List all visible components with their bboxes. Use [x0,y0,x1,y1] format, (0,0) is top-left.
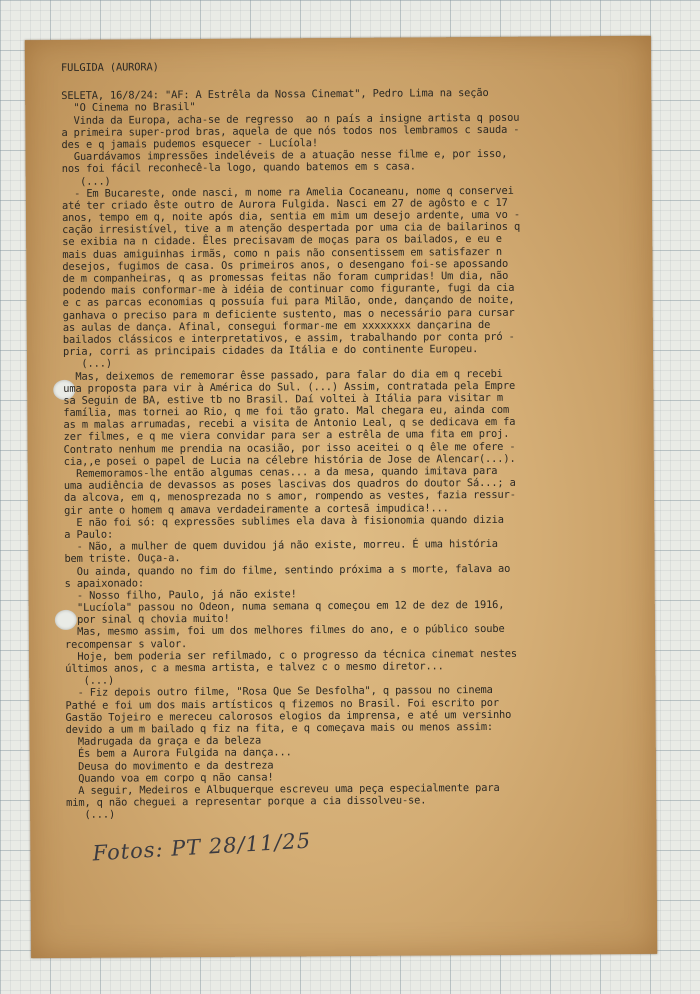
document-line: (...) [65,674,115,688]
document-line: És bem a Aurora Fulgida na dança... [65,746,292,761]
document-line: bem triste. Ouça-a. [64,552,181,566]
document-line: ganhava o preciso para m deficiente sustento, mas o necessário para cursar [62,306,515,322]
document-line: s apaixonado: [64,577,145,590]
document-line: se exibia na n cidade. Êles precisavam de moças para os bailados, e eu e [62,233,502,249]
document-line: cia,,e posei o papel de Lucia na célebre história de Jose de Alencar(...). [63,452,516,468]
document-line: Rememoramos-lhe então algumas cenas... a da mesa, quando imitava para [63,464,498,480]
document-line: (...) [66,808,116,822]
document-line: Mas, deixemos de rememorar êsse passado, para falar do dia em q recebi [63,367,503,383]
document-line: família, mas tornei ao Rio, q me foi tão grato. Mal chegara eu, ainda com [63,403,510,419]
document-line: - Em Bucareste, onde nasci, m nome ra Amelia Cocaneanu, nome q conservei [61,184,514,200]
document-line: até ter criado êste outro de Aurora Fulgida. Nasci em 27 de agôsto e c 17 [61,196,508,212]
document-line: "Lucíola" passou no Odeon, numa semana q começou em 12 de dez de 1916, [64,598,505,614]
document-line: (...) [61,175,111,188]
document-line: Madrugada da graça e da beleza [65,734,262,749]
document-line: Gastão Tojeiro e mereceu calorosos elogios da imprensa, e até um versinho [65,708,512,724]
document-line: nos foi fácil reconhecê-la logo, quando batemos em s casa. [61,160,416,176]
document-line: - Fiz depois outro filme, "Rosa Que Se Desfolha", q passou no cinema [65,684,493,700]
document-line: pria, corri as principais cidades da Itália e do continente Europeu. [62,343,479,359]
document-body [61,86,646,821]
document-line: zer filmes, e q me viera convidar para ser a estrêla de uma fita em proj. [63,428,510,444]
document-header: FULGIDA (AURORA) [60,61,159,74]
document-line: (...) [63,357,112,371]
document-line: a primeira super-prod bras, aquela de que nós todos nos lembramos c sauda - [61,123,520,139]
document-line: bailados clássicos e interpretativos, e assim, trabalhando por conta pró - [62,330,515,346]
document-line: Deusa do movimento e da destreza [65,758,274,773]
document-line: E não foi só: q expressões sublimes ela dava à fisionomia quando dizia [64,513,504,529]
document-line: SELETA, 16/8/24: "AF: A Estrêla da Nossa Cinemat", Pedro Lima na seção [61,87,489,103]
document-line: da alcova, em q, menosprezada no s amor, rompendo as vestes, fazia ressur- [63,489,516,505]
document-line: Quando voa em corpo q não cansa! [65,771,274,785]
document-line: A seguir, Medeiros e Albuquerque escreveu uma peça especialmente para [66,781,500,797]
document-line: a Paulo: [64,528,114,541]
document-line: desejos, fugimos de casa. Os primeiros anos, o desengano foi-se apossando [62,257,509,273]
handwritten-note: Fotos: PT 28/11/25 [91,828,312,866]
document-line: Guardávamos impressões indeléveis de a atuação nesse filme e, por isso, [61,147,508,164]
document-line: Vinda da Europa, acha-se de regresso ao n país a insigne artista q posou [61,111,520,127]
document-line: des e q jamais pudemos esquecer - Lucíola! [61,137,319,151]
document-line: gir ante o homem q amava verdadeiramente a cortesã impudica!... [64,501,449,517]
document-line: - Não, a mulher de quem duvidou já não existe, morreu. É uma história [64,538,498,554]
document-line: Pathé e foi um dos mais artísticos q fizemos no Brasil. Foi escrito por [65,696,499,712]
document-line: mim, q não cheguei a representar porque a cia dissolveu-se. [66,794,427,809]
document-line: sa Seguin de BA, estive tb no Brasil. Daí voltei à Itália para visitar m [63,391,503,407]
document-line: por sinal q chovia muito! [64,613,230,627]
typed-document-page [25,36,657,958]
document-line: mais duas amiguinhas irmãs, como n pais não consentissem em satisfazer n [62,245,502,261]
document-line: as aulas de dança. Afinal, consegui formar-me em xxxxxxxx dançarina de [62,318,491,334]
document-line: "O Cinema no Brasil" [61,101,196,115]
document-line: recompensar s valor. [64,637,188,651]
document-line: as m malas arrumadas, recebi a visita de Antonio Leal, q se dedicava em fa [63,416,516,432]
document-line: Ou ainda, quando no fim do filme, sentindo próxima a s morte, falava ao [64,562,511,578]
document-line: - Nosso filho, Paulo, já não existe! [64,588,297,602]
document-line: cação irresistível, tive a m atenção despertada por uma cia de bailarinos q [62,220,521,237]
document-line: uma proposta para vir à América do Sul. (...) Assim, contratada pela Empre [63,379,516,395]
document-line: de m companheiras, q as promessas feitas não foram cumpridas! Um dia, não [62,269,509,285]
document-line: Contrato nenhum me prendia na ocasião, por isso aceitei o q êle me ofere - [63,440,516,456]
document-line: anos, tempo em q, noite após dia, sentia em mim um desejo ardente, uma vo - [62,208,521,225]
document-line: Mas, mesmo assim, foi um dos melhores filmes do ano, e o público soube [64,623,505,639]
typed-text [61,58,646,821]
document-line: devido a um m bailado q fiz na fita, e q começava mais ou menos assim: [65,720,494,736]
document-line: últimos anos, c a mesma artista, e talvez c o mesmo diretor... [65,660,444,675]
document-line: uma audiência de devassos as poses lascivas dos quadros do doutor Sá...; a [63,476,516,493]
document-line: e c as parcas economias q possuía fui para Milão, onde, dançando de noite, [62,294,515,310]
document-line: Hoje, bem poderia ser refilmado, c o progresso da técnica cinemat nestes [65,647,517,663]
document-line: podendo mais conformar-me à idéia de continuar como figurante, fugi da cia [62,281,515,298]
